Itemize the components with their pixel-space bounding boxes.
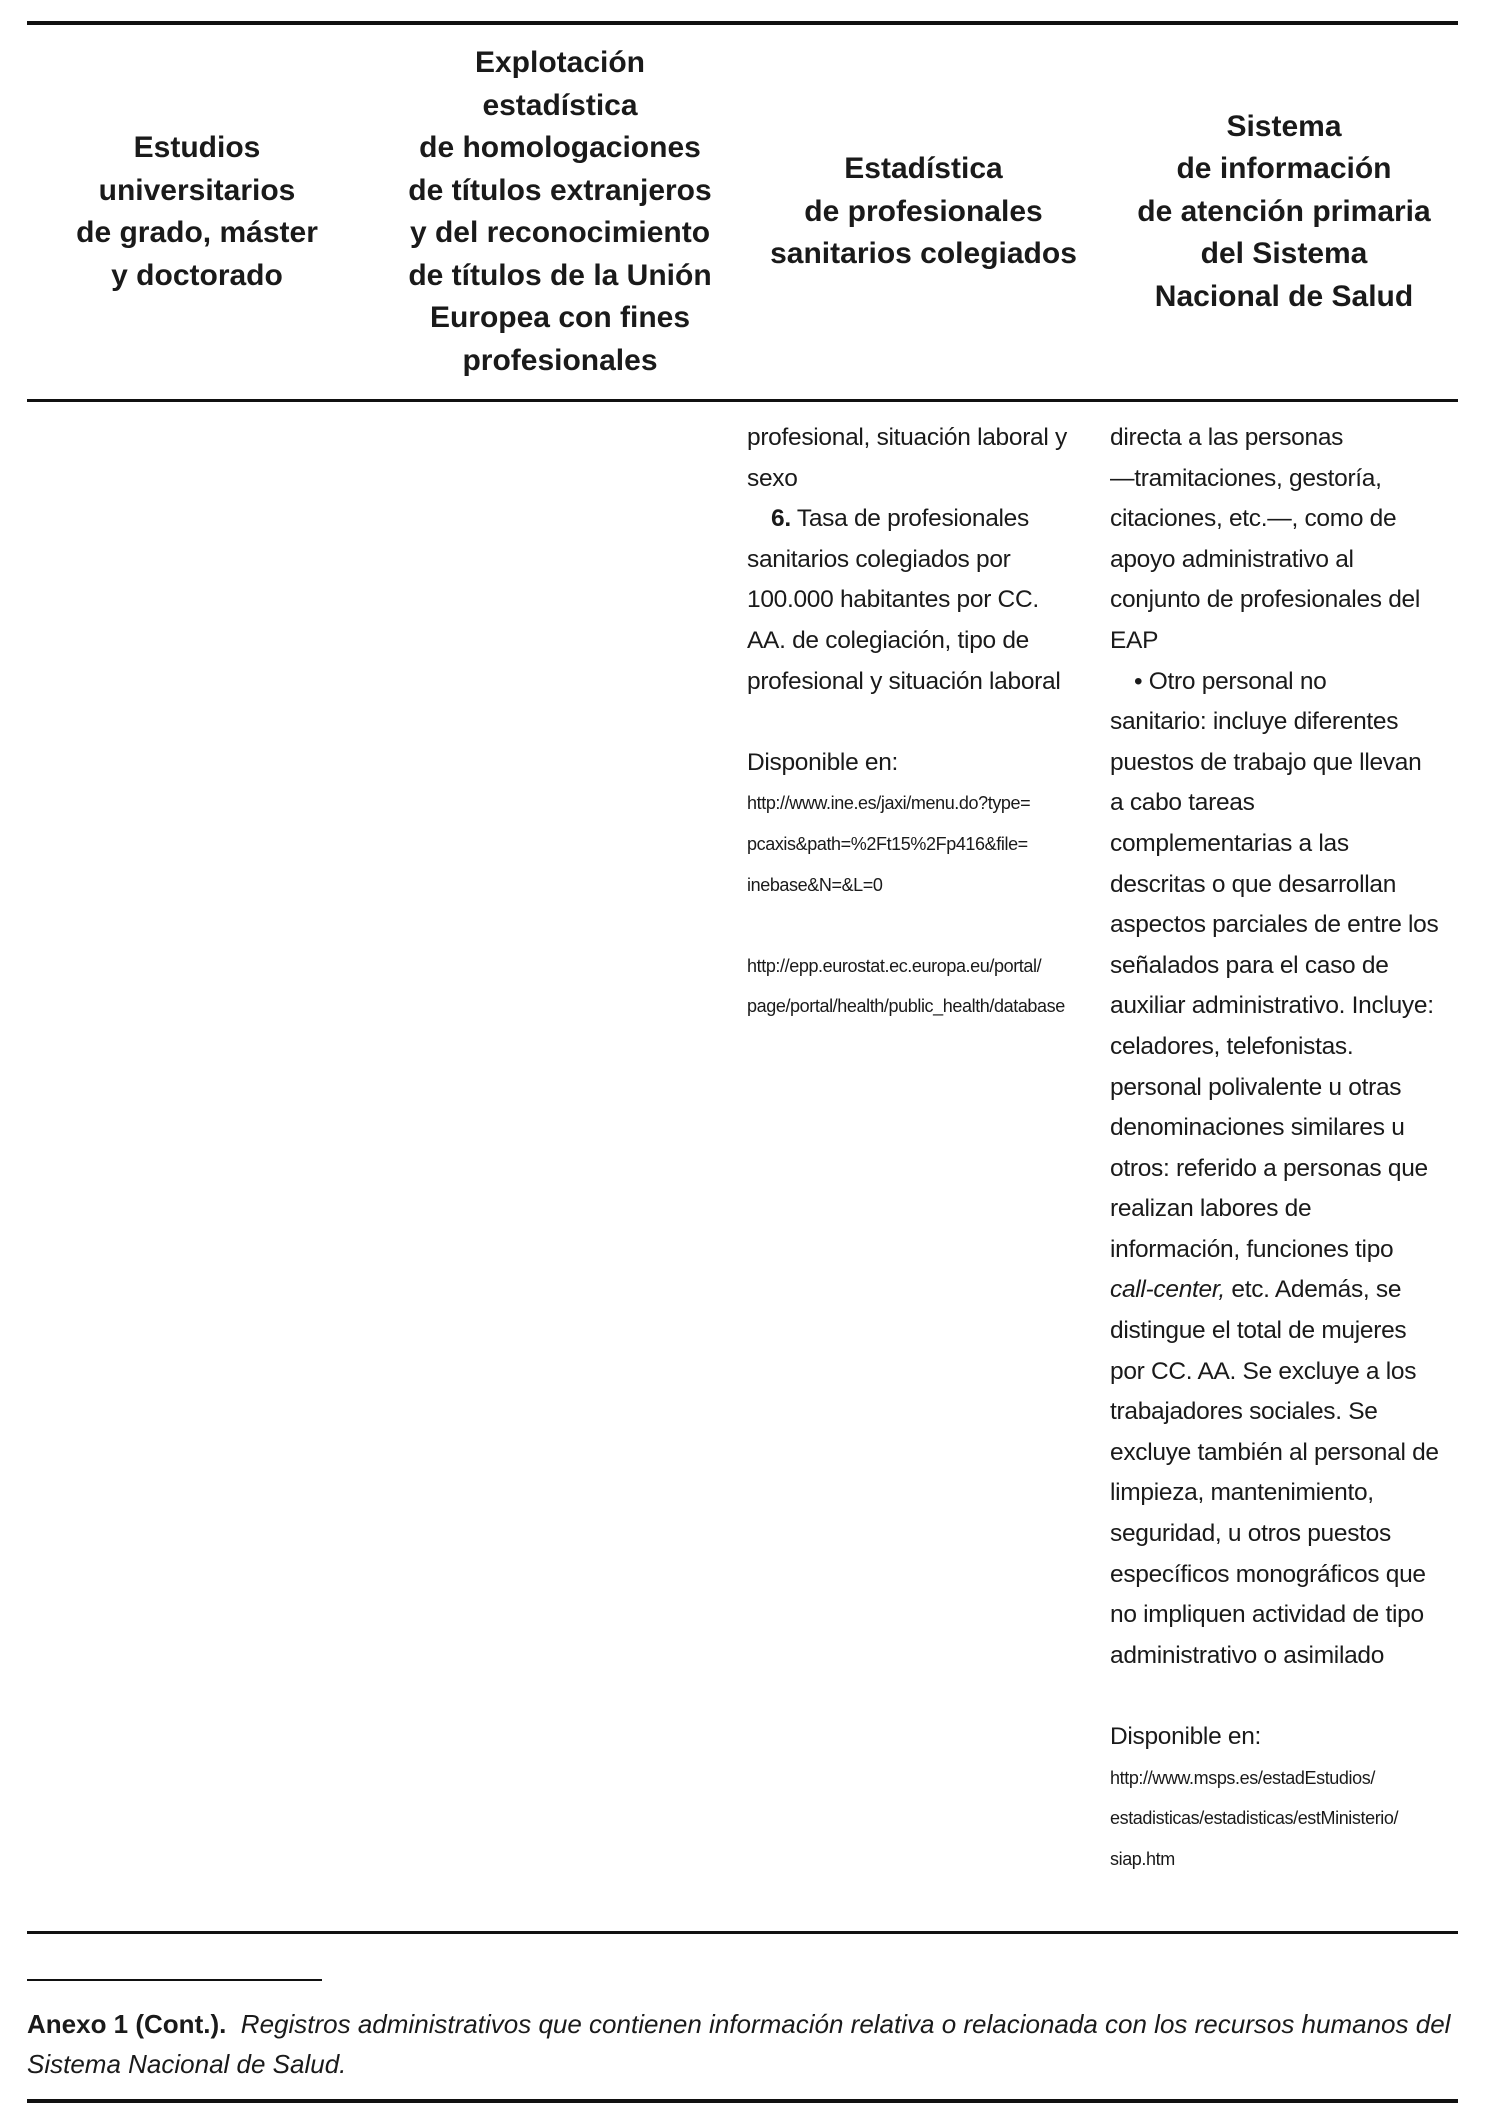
text-line: personal polivalente u otras	[1110, 1073, 1402, 1101]
text-line: sanitarios colegiados por	[747, 545, 1011, 573]
cell-profesionales-colegiados	[747, 418, 1100, 1027]
text-line: puestos de trabajo que llevan	[1110, 748, 1422, 776]
text-line: citaciones, etc.—, como de	[1110, 505, 1397, 533]
item-number: 6.	[771, 505, 791, 533]
text-line: excluye también al personal de	[1110, 1438, 1439, 1466]
text-line: sanitario: incluye diferentes	[1110, 708, 1399, 736]
text-line: denominaciones similares u	[1110, 1114, 1405, 1142]
text-line: apoyo administrativo al	[1110, 545, 1354, 573]
text-line: conjunto de profesionales del	[1110, 586, 1421, 614]
table-bottom-rule	[27, 1931, 1458, 1934]
table-caption	[27, 2004, 1458, 2084]
text-line: EAP	[1110, 626, 1159, 654]
text-line: celadores, telefonistas.	[1110, 1032, 1354, 1060]
text-line: otros: referido a personas que	[1110, 1154, 1428, 1182]
text-block-a	[1110, 418, 1458, 662]
text-block-c	[1110, 1311, 1458, 1676]
text-line: señalados para el caso de	[1110, 951, 1389, 979]
item-text: Tasa de profesionales	[790, 505, 1029, 533]
header-estudios-universitarios: Estudios universitarios de grado, máster y doctorado	[76, 131, 318, 292]
text-line: trabajadores sociales. Se	[1110, 1398, 1378, 1426]
text-line: directa a las personas	[1110, 424, 1344, 451]
text-line: limpieza, mantenimiento,	[1110, 1479, 1374, 1507]
text-line: descritas o que desarrollan	[1110, 870, 1397, 898]
url-ine-line: pcaxis&path=%2Ft15%2Fp416&file=	[747, 833, 1028, 854]
text-line: auxiliar administrativo. Incluye:	[1110, 992, 1434, 1020]
text-line: —tramitaciones, gestoría,	[1110, 464, 1382, 492]
text-line: sexo	[747, 464, 798, 492]
text-line: profesional y situación laboral	[747, 667, 1061, 695]
text-line: 100.000 habitantes por CC.	[747, 586, 1039, 614]
text-line: aspectos parciales de entre los	[1110, 911, 1439, 939]
italic-term: call-center,	[1110, 1276, 1225, 1304]
text-after-italic: etc. Además, se	[1224, 1276, 1402, 1304]
url-msps-line: http://www.msps.es/estadEstudios/	[1110, 1767, 1375, 1788]
text-line: administrativo o asimilado	[1110, 1641, 1385, 1669]
bullet-otro-personal: • Otro personal no	[1134, 667, 1327, 695]
text-line: a cabo tareas	[1110, 789, 1255, 817]
header-homologaciones: Explotación estadística de homologaciones de títulos extranjeros y del reconocimiento de títulos de la Unión Europea con fines profesionales	[408, 46, 712, 377]
text-line-call-center	[1110, 1270, 1458, 1311]
text-line: seguridad, u otros puestos	[1110, 1520, 1391, 1548]
text-line: información, funciones tipo	[1110, 1235, 1394, 1263]
caption-lead: Anexo 1 (Cont.).	[27, 2009, 227, 2039]
url-msps-line: siap.htm	[1110, 1848, 1175, 1869]
url-msps-line: estadisticas/estadisticas/estMinisterio/	[1110, 1808, 1399, 1829]
text-line: distingue el total de mujeres	[1110, 1317, 1407, 1345]
header-sistema-atencion-primaria: Sistema de información de atención primaria del Sistema Nacional de Salud	[1137, 109, 1431, 313]
text-line: complementarias a las	[1110, 829, 1349, 857]
url-ine-line: http://www.ine.es/jaxi/menu.do?type=	[747, 793, 1031, 814]
url-ine-line: inebase&N=&L=0	[747, 874, 883, 895]
text-line: no impliquen actividad de tipo	[1110, 1601, 1424, 1629]
list-item-6	[747, 499, 1100, 540]
cell-sistema-atencion-primaria	[1110, 418, 1458, 1879]
text-line: AA. de colegiación, tipo de	[747, 626, 1030, 654]
text-line: realizan labores de	[1110, 1195, 1312, 1223]
url-eurostat-line: page/portal/health/public_health/database	[747, 996, 1065, 1017]
available-label: Disponible en:	[1110, 1723, 1262, 1750]
text-line: profesional, situación laboral y	[747, 424, 1067, 451]
table-header-rule	[27, 399, 1458, 402]
text-line: por CC. AA. Se excluye a los	[1110, 1357, 1417, 1385]
text-block-b	[1110, 702, 1458, 1270]
text-line: específicos monográficos que	[1110, 1560, 1426, 1588]
url-eurostat-line: http://epp.eurostat.ec.europa.eu/portal/	[747, 955, 1042, 976]
caption-text: Registros administrativos que contienen información relativa o relacionada con los recursos humanos del Sistema Nacional de Salud.	[27, 2009, 1451, 2079]
caption-separator-rule	[27, 1979, 322, 1981]
header-profesionales-colegiados: Estadística de profesionales sanitarios colegiados	[770, 152, 1077, 271]
page-final-rule	[27, 2099, 1458, 2103]
available-label: Disponible en:	[747, 748, 899, 776]
